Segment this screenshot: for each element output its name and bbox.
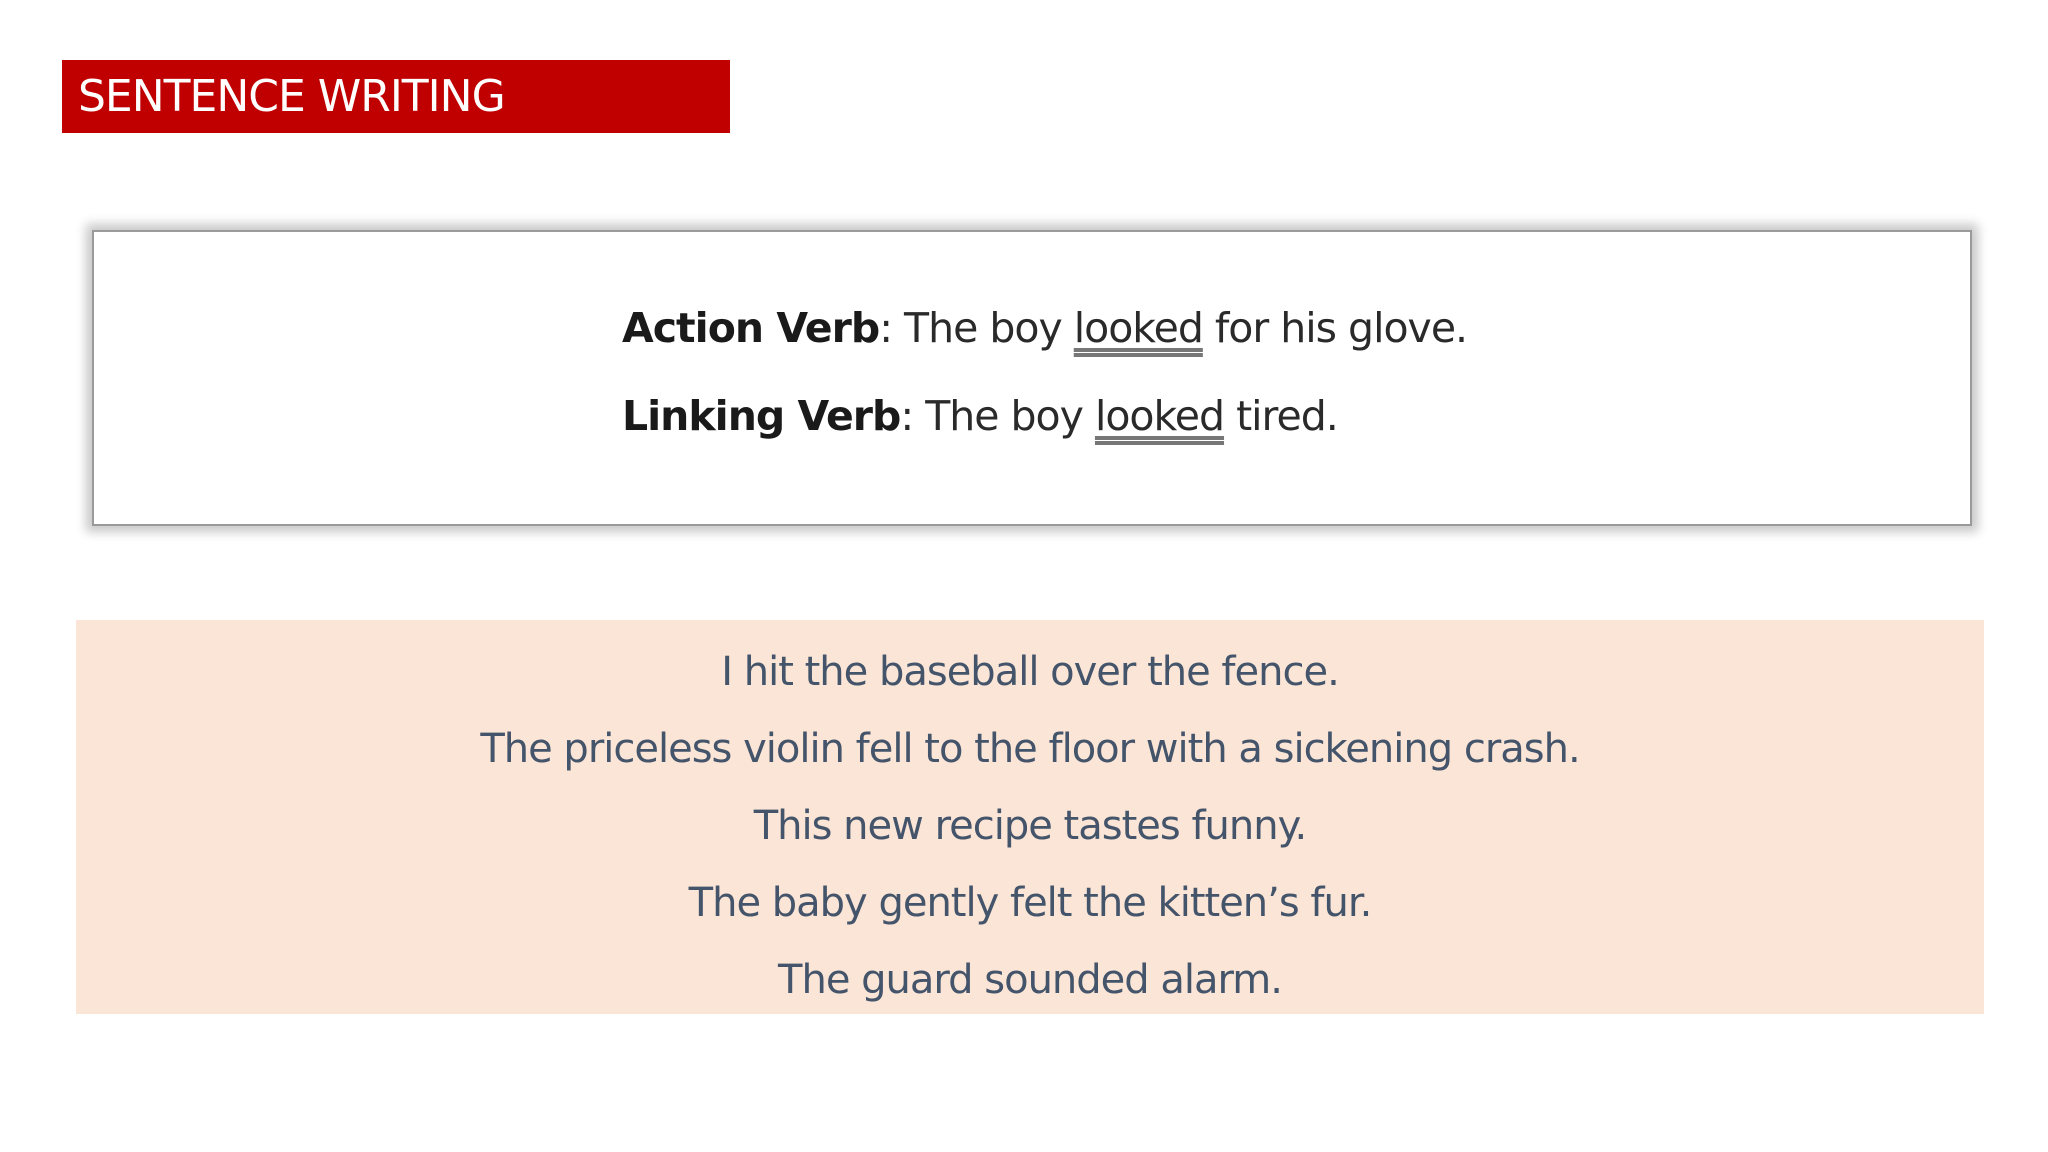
linking-verb-underlined-verb: looked bbox=[1094, 392, 1225, 440]
practice-sentence: The guard sounded alarm. bbox=[778, 957, 1282, 1003]
action-verb-underlined-verb: looked bbox=[1073, 304, 1203, 352]
practice-sentence: The priceless violin fell to the floor with a sickening crash. bbox=[480, 726, 1580, 772]
practice-sentence: This new recipe tastes funny. bbox=[753, 803, 1307, 849]
linking-verb-sentence-end: tired. bbox=[1224, 392, 1338, 440]
linking-verb-example bbox=[622, 392, 1338, 440]
practice-sentence: I hit the baseball over the fence. bbox=[721, 649, 1339, 695]
linking-verb-sentence-start: The boy bbox=[913, 392, 1095, 440]
action-verb-sentence-end: for his glove. bbox=[1202, 304, 1468, 352]
action-verb-label: Action Verb bbox=[622, 304, 880, 352]
linking-verb-separator: : bbox=[900, 392, 914, 440]
action-verb-sentence-start: The boy bbox=[892, 304, 1074, 352]
verb-example-image bbox=[92, 230, 1972, 526]
practice-sentences-panel bbox=[76, 620, 1984, 1014]
action-verb-example bbox=[622, 304, 1467, 352]
practice-sentence: The baby gently felt the kitten’s fur. bbox=[688, 880, 1372, 926]
slide-title: SENTENCE WRITING bbox=[62, 60, 730, 133]
linking-verb-label: Linking Verb bbox=[622, 392, 901, 440]
action-verb-separator: : bbox=[879, 304, 893, 352]
